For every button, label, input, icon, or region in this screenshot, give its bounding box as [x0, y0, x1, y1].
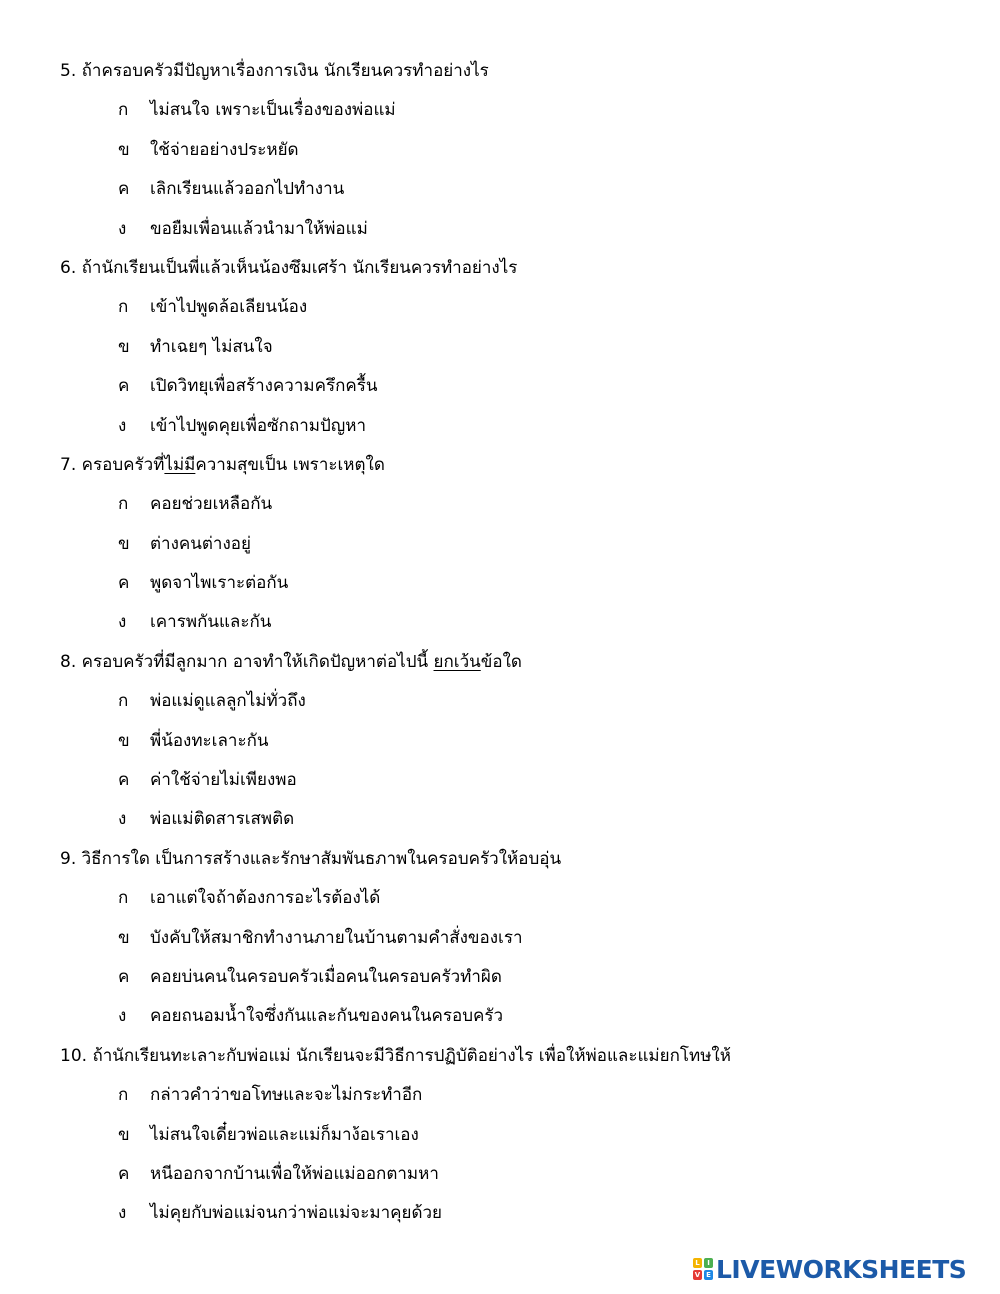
- option-letter: ง: [118, 809, 127, 830]
- worksheet: [0, 52, 1000, 1234]
- option-letter: ง: [118, 415, 127, 436]
- question-number: 5.: [60, 61, 77, 81]
- logo-square: I: [704, 1258, 713, 1268]
- question-block: [0, 1037, 1000, 1234]
- option-letter: ค: [118, 573, 130, 594]
- option-text: ไม่สนใจเดี๋ยวพ่อและแม่ก็มาง้อเราเอง: [150, 1124, 419, 1145]
- option-text: กล่าวคำว่าขอโทษและจะไม่กระทำอีก: [150, 1085, 423, 1106]
- logo-square: L: [693, 1258, 702, 1268]
- answer-option: [0, 722, 1000, 761]
- answer-option: [0, 485, 1000, 524]
- question-number: 9.: [60, 848, 77, 869]
- answer-option: [0, 328, 1000, 367]
- answer-option: [0, 170, 1000, 209]
- option-text: ไม่คุยกับพ่อแม่จนกว่าพ่อแม่จะมาคุยด้วย: [150, 1203, 443, 1224]
- answer-option: [0, 603, 1000, 642]
- answer-option: [0, 407, 1000, 446]
- option-letter: ข: [118, 139, 130, 160]
- question-stem: [0, 249, 1000, 288]
- option-text: ค่าใช้จ่ายไม่เพียงพอ: [150, 770, 297, 791]
- answer-option: [0, 1076, 1000, 1115]
- question-text: ถ้านักเรียนทะเลาะกับพ่อแม่ นักเรียนจะมีวิธีการปฏิบัติอย่างไร เพื่อให้พ่อและแม่ยกโทษให้: [92, 1045, 731, 1066]
- answer-option: [0, 1194, 1000, 1233]
- answer-option: [0, 1155, 1000, 1194]
- option-letter: ก: [118, 494, 129, 515]
- question-text: ถ้านักเรียนเป็นพี่แล้วเห็นน้องซึมเศร้า นักเรียนควรทำอย่างไร: [81, 257, 518, 278]
- option-letter: ง: [118, 612, 127, 633]
- question-text: ความสุขเป็น เพราะเหตุใด: [195, 454, 385, 475]
- answer-option: [0, 997, 1000, 1036]
- liveworksheets-branding: [693, 1255, 966, 1283]
- answer-option: [0, 91, 1000, 130]
- answer-option: [0, 761, 1000, 800]
- option-letter: ก: [118, 888, 129, 909]
- option-letter: ค: [118, 770, 130, 791]
- question-number: 7.: [60, 454, 77, 475]
- answer-option: [0, 367, 1000, 406]
- option-text: คอยช่วยเหลือกัน: [150, 494, 273, 515]
- question-block: [0, 249, 1000, 446]
- option-text: พ่อแม่ติดสารเสพติด: [150, 809, 295, 830]
- option-letter: ข: [118, 730, 130, 751]
- option-text: พ่อแม่ดูแลลูกไม่ทั่วถึง: [150, 691, 306, 712]
- option-text: คอยถนอมน้ำใจซึ่งกันและกันของคนในครอบครัว: [150, 1006, 504, 1027]
- option-text: เลิกเรียนแล้วออกไปทำงาน: [150, 179, 345, 200]
- option-letter: ค: [118, 179, 130, 200]
- option-letter: ข: [118, 927, 130, 948]
- option-letter: ค: [118, 966, 130, 987]
- question-block: [0, 52, 1000, 249]
- option-text: ต่างคนต่างอยู่: [150, 533, 251, 554]
- answer-option: [0, 210, 1000, 249]
- option-text: เคารพกันและกัน: [150, 612, 272, 633]
- option-letter: ค: [118, 376, 130, 397]
- option-text: บังคับให้สมาชิกทำงานภายในบ้านตามคำสั่งของเรา: [150, 927, 523, 948]
- question-number: 6.: [60, 257, 77, 278]
- option-text: ใช้จ่ายอย่างประหยัด: [150, 139, 299, 160]
- option-letter: ก: [118, 1085, 129, 1106]
- option-text: พี่น้องทะเลาะกัน: [150, 730, 269, 751]
- answer-option: [0, 879, 1000, 918]
- answer-option: [0, 958, 1000, 997]
- option-letter: ข: [118, 336, 130, 357]
- option-letter: ง: [118, 218, 127, 239]
- option-text: คอยบ่นคนในครอบครัวเมื่อคนในครอบครัวทำผิด: [150, 966, 502, 987]
- question-text: วิธีการใด เป็นการสร้างและรักษาสัมพันธภาพในครอบครัวให้อบอุ่น: [81, 848, 562, 869]
- answer-option: [0, 1116, 1000, 1155]
- option-letter: ง: [118, 1203, 127, 1224]
- question-stem: [0, 643, 1000, 682]
- option-letter: ข: [118, 533, 130, 554]
- option-letter: ง: [118, 1006, 127, 1027]
- option-text: ขอยืมเพื่อนแล้วนำมาให้พ่อแม่: [150, 218, 368, 239]
- option-text: หนีออกจากบ้านเพื่อให้พ่อแม่ออกตามหา: [150, 1163, 439, 1184]
- question-text: ครอบครัวที่มีลูกมาก อาจทำให้เกิดปัญหาต่อไปนี้: [81, 651, 434, 672]
- option-letter: ก: [118, 297, 129, 318]
- option-text: เข้าไปพูดล้อเลียนน้อง: [150, 297, 308, 318]
- answer-option: [0, 131, 1000, 170]
- answer-option: [0, 800, 1000, 839]
- option-text: พูดจาไพเราะต่อกัน: [150, 573, 289, 594]
- logo-square: V: [694, 1271, 701, 1279]
- option-text: ทำเฉยๆ ไม่สนใจ: [150, 336, 273, 357]
- answer-option: [0, 919, 1000, 958]
- option-letter: ข: [118, 1124, 130, 1145]
- question-number: 10.: [60, 1045, 88, 1066]
- question-text: ข้อใด: [480, 651, 522, 672]
- question-text: ถ้าครอบครัวมีปัญหาเรื่องการเงิน นักเรียนควรทำอย่างไร: [81, 61, 489, 81]
- question-number: 8.: [60, 651, 77, 672]
- question-stem: [0, 52, 1000, 91]
- brand-name: LIVEWORKSHEETS: [716, 1254, 967, 1284]
- question-stem: [0, 446, 1000, 485]
- question-block: [0, 446, 1000, 643]
- option-text: เข้าไปพูดคุยเพื่อซักถามปัญหา: [150, 415, 367, 436]
- option-letter: ก: [118, 691, 129, 712]
- option-text: เอาแต่ใจถ้าต้องการอะไรต้องได้: [150, 888, 381, 909]
- question-text-underlined: ยกเว้น: [433, 651, 481, 672]
- option-letter: ก: [118, 100, 129, 121]
- question-block: [0, 643, 1000, 840]
- logo-square: E: [704, 1270, 713, 1280]
- option-letter: ค: [118, 1163, 130, 1184]
- question-block: [0, 840, 1000, 1037]
- question-text-underlined: ไม่มี: [164, 454, 196, 475]
- option-text: ไม่สนใจ เพราะเป็นเรื่องของพ่อแม่: [150, 100, 396, 121]
- answer-option: [0, 564, 1000, 603]
- answer-option: [0, 288, 1000, 327]
- answer-option: [0, 682, 1000, 721]
- question-text: ครอบครัวที่: [81, 454, 165, 475]
- answer-option: [0, 525, 1000, 564]
- question-stem: [0, 1037, 1000, 1076]
- option-text: เปิดวิทยุเพื่อสร้างความครึกครื้น: [150, 376, 378, 397]
- liveworksheets-logo-icon: [693, 1258, 713, 1280]
- question-stem: [0, 840, 1000, 879]
